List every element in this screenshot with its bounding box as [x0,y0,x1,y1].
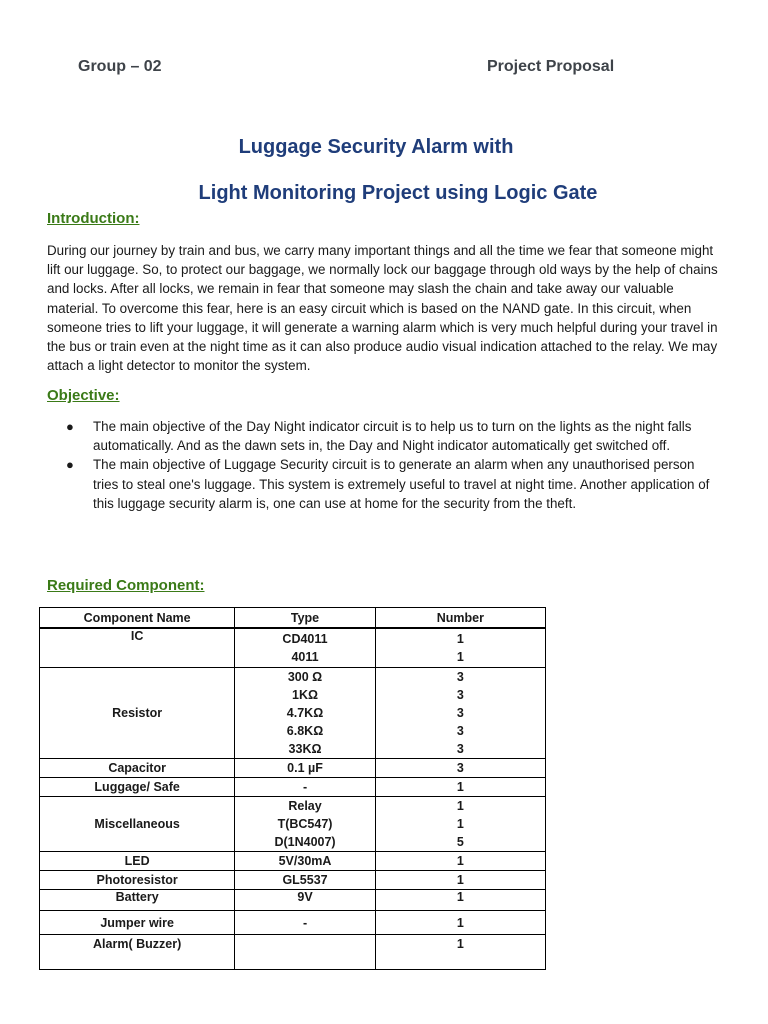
component-name: Photoresistor [40,871,235,890]
component-number: 1 [456,817,464,831]
component-type: - [235,911,375,935]
component-number: 3 [456,670,464,684]
component-number: 1 [456,650,464,664]
component-number: 1 [456,799,464,813]
component-type: 1KΩ [292,688,319,702]
column-header-type: Type [235,608,375,629]
component-type: 6.8KΩ [286,724,324,738]
components-heading: Required Component: [47,577,205,594]
component-types [235,628,375,668]
table-row [40,871,546,890]
component-number: 3 [375,759,545,778]
component-number: 1 [375,911,545,935]
table-row [40,778,546,797]
objective-item [66,455,716,513]
component-type: - [235,778,375,797]
table-row [40,935,546,970]
component-type: GL5537 [235,871,375,890]
component-type [235,935,375,970]
component-number: 1 [375,935,545,970]
component-type: 0.1 µF [235,759,375,778]
component-type: 4011 [291,650,319,664]
objective-heading: Objective: [47,387,120,404]
component-name: Miscellaneous [40,797,235,852]
component-number: 1 [375,852,545,871]
table-row [40,890,546,911]
component-number: 1 [456,632,464,646]
objective-list [66,417,716,513]
component-number: 1 [375,871,545,890]
component-name: Luggage/ Safe [40,778,235,797]
component-type: 300 Ω [287,670,323,684]
component-numbers [375,628,545,668]
header-group: Group – 02 [78,58,162,75]
component-type: 4.7KΩ [286,706,324,720]
table-row [40,668,546,759]
component-numbers [375,668,545,759]
component-number: 3 [456,706,464,720]
introduction-heading: Introduction: [47,210,140,227]
bullet-icon: ● [66,419,74,434]
table-row [40,911,546,935]
component-name: Jumper wire [40,911,235,935]
component-types [235,797,375,852]
table-row [40,759,546,778]
column-header-number: Number [375,608,545,629]
component-number: 1 [375,890,545,911]
component-name: Capacitor [40,759,235,778]
component-name: IC [40,628,235,668]
components-table [39,607,546,970]
objective-item [66,417,716,455]
component-types [235,668,375,759]
component-number: 3 [456,742,464,756]
component-number: 3 [456,724,464,738]
table-row [40,628,546,668]
column-header-name: Component Name [40,608,235,629]
component-type: Relay [288,799,322,813]
header-project-proposal: Project Proposal [487,58,615,75]
introduction-text: During our journey by train and bus, we carry many important things and all the time we fear that someone might lift our luggage. So, to protect our baggage, we normally lock our baggage through old ways by the help of chains and locks. After all locks, we remain in fear that someone may slash the chain and take away our valuable material. To overcome this fear, here is an easy circuit which is based on the NAND gate. In this circuit, when someone tries to lift your luggage, it will generate a warning alarm which is very much helpful during your travel in the bus or train even at the night time as it can also produce audio visual indication attached to the relay. We may attach a light detector to monitor the system. [47,243,718,374]
component-type: 9V [235,890,375,911]
component-type: 5V/30mA [235,852,375,871]
component-name: Battery [40,890,235,911]
table-header-row [40,608,546,629]
document-title-line-1: Luggage Security Alarm with [238,136,514,158]
table-row [40,797,546,852]
component-name: LED [40,852,235,871]
component-type: D(1N4007) [274,835,336,849]
component-name: Alarm( Buzzer) [40,935,235,970]
objective-item-text: The main objective of Luggage Security circuit is to generate an alarm when any unauthorised person tries to steal one's luggage. This system is extremely useful to travel at night time. Another application of this luggage security alarm is, one can use at home for the security from the theft. [93,457,710,511]
component-number: 5 [456,835,464,849]
table-row [40,852,546,871]
bullet-icon: ● [66,457,74,473]
objective-item-text: The main objective of the Day Night indicator circuit is to help us to turn on the lights as the night falls automatically. And as the dawn sets in, the Day and Night indicator automatically get switched off. [93,419,692,454]
component-type: 33KΩ [288,742,322,756]
document-title-line-2: Light Monitoring Project using Logic Gate [198,182,598,204]
component-type: T(BC547) [277,817,333,831]
component-number: 1 [375,778,545,797]
component-numbers [375,797,545,852]
component-number: 3 [456,688,464,702]
component-type: CD4011 [282,632,328,646]
component-name: Resistor [40,668,235,759]
